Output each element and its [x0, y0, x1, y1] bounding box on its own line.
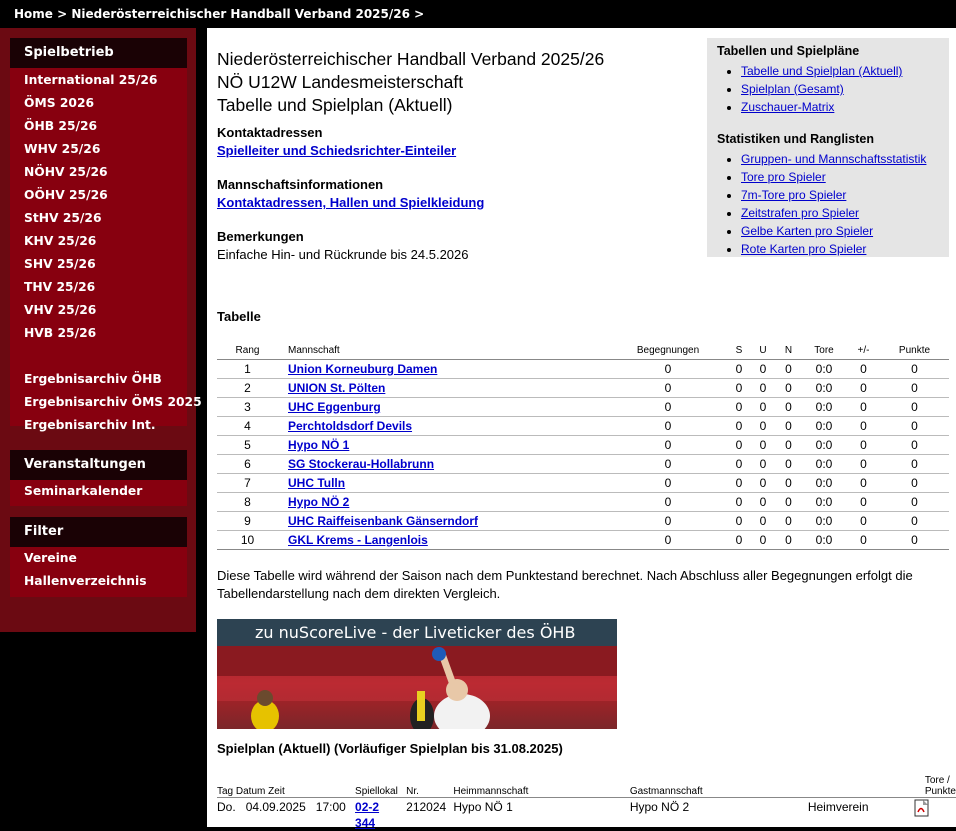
table-row — [217, 379, 949, 398]
list-item — [741, 150, 947, 168]
standings-title: Tabelle — [217, 309, 261, 324]
schedule-table — [217, 775, 956, 831]
list-item — [741, 98, 947, 116]
cell-diff: 0 — [847, 379, 880, 398]
cell-diff: 0 — [847, 417, 880, 436]
col-wins: S — [728, 341, 750, 360]
cell-u: 0 — [750, 379, 776, 398]
nuscorelive-banner[interactable] — [217, 619, 617, 729]
cell-goals: 0:0 — [801, 436, 847, 455]
cell-goals: 0:0 — [801, 493, 847, 512]
sidebar-item-nöhv-25-26[interactable]: NÖHV 25/26 — [10, 161, 187, 184]
table-row — [217, 512, 949, 531]
cell-rank: 9 — [217, 512, 278, 531]
cell-u: 0 — [750, 531, 776, 550]
cell-u: 0 — [750, 474, 776, 493]
col-result: Tore / Punkte — [808, 775, 956, 798]
col-points: Punkte — [880, 341, 949, 360]
cell-team — [278, 512, 608, 531]
cell-n: 0 — [776, 398, 801, 417]
table-row — [217, 455, 949, 474]
cell-diff: 0 — [847, 531, 880, 550]
table-row — [217, 531, 949, 550]
page-title-league: NÖ U12W Landesmeisterschaft — [217, 71, 687, 94]
handball-icon — [432, 647, 446, 661]
schedule-header-row — [217, 775, 956, 798]
col-venue: Spiellokal — [355, 775, 406, 798]
cell-s: 0 — [728, 379, 750, 398]
cell-n: 0 — [776, 531, 801, 550]
sidebar-item-hallenverzeichnis[interactable]: Hallenverzeichnis — [10, 570, 187, 593]
sidebar-items — [10, 68, 187, 437]
table-row — [217, 360, 949, 379]
sidebar-section-spielbetrieb — [10, 38, 187, 426]
sidebar-item-hvb-25-26[interactable]: HVB 25/26 — [10, 322, 187, 345]
team-link[interactable]: Hypo NÖ 2 — [288, 495, 349, 509]
cell-team — [278, 474, 608, 493]
cell-goals: 0:0 — [801, 531, 847, 550]
col-home: Heimmannschaft — [453, 775, 629, 798]
cell-points: 0 — [880, 436, 949, 455]
link-zeitstrafen[interactable]: Zeitstrafen pro Spieler — [741, 206, 859, 220]
cell-goals: 0:0 — [801, 398, 847, 417]
cell-points: 0 — [880, 455, 949, 474]
sidebar — [0, 28, 196, 632]
team-info-link[interactable]: Kontaktadressen, Hallen und Spielkleidung — [217, 195, 484, 210]
col-goals: Tore — [801, 341, 847, 360]
cell-n: 0 — [776, 474, 801, 493]
cell-diff: 0 — [847, 493, 880, 512]
cell-team — [278, 360, 608, 379]
cell-rank: 4 — [217, 417, 278, 436]
team-link[interactable]: Union Korneuburg Damen — [288, 362, 437, 376]
cell-goals: 0:0 — [801, 512, 847, 531]
cell-games: 0 — [608, 474, 728, 493]
contacts-label: Kontaktadressen — [217, 125, 322, 140]
link-tore-pro-spieler[interactable]: Tore pro Spieler — [741, 170, 826, 184]
page-title — [217, 48, 687, 117]
sidebar-item-archive-2[interactable]: Ergebnisarchiv Int. — [10, 414, 187, 437]
cell-team — [278, 379, 608, 398]
sidebar-item-archive-0[interactable]: Ergebnisarchiv ÖHB — [10, 368, 187, 391]
cell-diff: 0 — [847, 360, 880, 379]
schedule-title: Spielplan (Aktuell) (Vorläufiger Spielplan bis 31.08.2025) — [217, 741, 563, 756]
cell-rank: 10 — [217, 531, 278, 550]
tables-links-list — [727, 62, 947, 116]
table-row — [217, 474, 949, 493]
team-link[interactable]: Hypo NÖ 1 — [288, 438, 349, 452]
cell-n: 0 — [776, 493, 801, 512]
sidebar-item-seminarkalender[interactable]: Seminarkalender — [10, 480, 187, 503]
contacts-link[interactable]: Spielleiter und Schiedsrichter-Einteiler — [217, 143, 456, 158]
sidebar-item-sthv-25-26[interactable]: StHV 25/26 — [10, 207, 187, 230]
cell-rank: 1 — [217, 360, 278, 379]
cell-goals: 0:0 — [801, 379, 847, 398]
cell-n: 0 — [776, 360, 801, 379]
team-link[interactable]: Perchtoldsdorf Devils — [288, 419, 412, 433]
cell-team — [278, 398, 608, 417]
sidebar-item-öms-2026[interactable]: ÖMS 2026 — [10, 92, 187, 115]
sidebar-item-oöhv-25-26[interactable]: OÖHV 25/26 — [10, 184, 187, 207]
col-nr: Nr. — [406, 775, 453, 798]
list-item — [741, 204, 947, 222]
sidebar-item-vereine[interactable]: Vereine — [10, 547, 187, 570]
sidebar-heading-spielbetrieb: Spielbetrieb — [10, 38, 187, 68]
table-row — [217, 417, 949, 436]
col-away: Gastmannschaft — [630, 775, 808, 798]
col-datetime: Tag Datum Zeit — [217, 775, 355, 798]
match-time: 17:00 — [316, 800, 346, 814]
cell-s: 0 — [728, 512, 750, 531]
cell-points: 0 — [880, 360, 949, 379]
main-content — [207, 28, 956, 827]
match-home-team: Hypo NÖ 1 — [453, 798, 629, 831]
cell-rank: 6 — [217, 455, 278, 474]
stats-links-title: Statistiken und Ranglisten — [717, 132, 874, 146]
cell-games: 0 — [608, 398, 728, 417]
cell-u: 0 — [750, 398, 776, 417]
cell-games: 0 — [608, 512, 728, 531]
pdf-icon[interactable] — [913, 799, 931, 817]
cell-team — [278, 493, 608, 512]
cell-points: 0 — [880, 417, 949, 436]
col-games: Begegnungen — [608, 341, 728, 360]
cell-s: 0 — [728, 398, 750, 417]
cell-diff: 0 — [847, 455, 880, 474]
team-link[interactable]: SG Stockerau-Hollabrunn — [288, 457, 434, 471]
cell-s: 0 — [728, 531, 750, 550]
cell-n: 0 — [776, 512, 801, 531]
cell-n: 0 — [776, 379, 801, 398]
table-row — [217, 398, 949, 417]
standings-table — [217, 341, 949, 550]
link-7m-tore[interactable]: 7m-Tore pro Spieler — [741, 188, 846, 202]
match-report[interactable] — [899, 798, 956, 831]
links-box — [707, 38, 949, 257]
link-gruppenstatistik[interactable]: Gruppen- und Mannschaftsstatistik — [741, 152, 926, 166]
handball-player-photo — [217, 646, 617, 729]
cell-team — [278, 455, 608, 474]
team-info-label: Mannschaftsinformationen — [217, 177, 383, 192]
sidebar-item-thv-25-26[interactable]: THV 25/26 — [10, 276, 187, 299]
team-link[interactable]: UHC Eggenburg — [288, 400, 381, 414]
team-link[interactable]: UHC Tulln — [288, 476, 345, 490]
cell-diff: 0 — [847, 474, 880, 493]
team-link[interactable]: UHC Raiffeisenbank Gänserndorf — [288, 514, 478, 528]
match-day: Do. — [217, 800, 236, 814]
cell-points: 0 — [880, 512, 949, 531]
cell-u: 0 — [750, 493, 776, 512]
cell-u: 0 — [750, 417, 776, 436]
cell-s: 0 — [728, 436, 750, 455]
cell-n: 0 — [776, 455, 801, 474]
table-row — [217, 436, 949, 455]
match-number: 212024 — [406, 798, 453, 831]
sidebar-item-öhb-25-26[interactable]: ÖHB 25/26 — [10, 115, 187, 138]
cell-games: 0 — [608, 360, 728, 379]
banner-handball-photo[interactable] — [217, 646, 617, 729]
stats-links-list — [727, 150, 947, 258]
cell-goals: 0:0 — [801, 360, 847, 379]
cell-u: 0 — [750, 360, 776, 379]
cell-games: 0 — [608, 455, 728, 474]
cell-diff: 0 — [847, 436, 880, 455]
sidebar-section-filter — [10, 517, 187, 597]
sidebar-item-shv-25-26[interactable]: SHV 25/26 — [10, 253, 187, 276]
cell-team — [278, 436, 608, 455]
cell-rank: 5 — [217, 436, 278, 455]
cell-games: 0 — [608, 417, 728, 436]
cell-s: 0 — [728, 474, 750, 493]
list-item — [741, 222, 947, 240]
cell-s: 0 — [728, 493, 750, 512]
sidebar-heading-filter: Filter — [10, 517, 187, 547]
link-gelbe-karten[interactable]: Gelbe Karten pro Spieler — [741, 224, 873, 238]
cell-rank: 7 — [217, 474, 278, 493]
sidebar-section-veranstaltungen — [10, 450, 187, 506]
cell-diff: 0 — [847, 512, 880, 531]
cell-goals: 0:0 — [801, 474, 847, 493]
sidebar-heading-veranstaltungen: Veranstaltungen — [10, 450, 187, 480]
cell-games: 0 — [608, 379, 728, 398]
cell-points: 0 — [880, 531, 949, 550]
cell-points: 0 — [880, 398, 949, 417]
page-title-view: Tabelle und Spielplan (Aktuell) — [217, 94, 687, 117]
cell-diff: 0 — [847, 398, 880, 417]
standings-header-row — [217, 341, 949, 360]
table-row — [217, 493, 949, 512]
cell-games: 0 — [608, 436, 728, 455]
cell-games: 0 — [608, 493, 728, 512]
cell-points: 0 — [880, 379, 949, 398]
list-item — [741, 80, 947, 98]
team-link[interactable]: GKL Krems - Langenlois — [288, 533, 428, 547]
sidebar-item-archive-1[interactable]: Ergebnisarchiv ÖMS 2025 — [10, 391, 187, 414]
remarks-text: Einfache Hin- und Rückrunde bis 24.5.2026 — [217, 247, 469, 262]
list-item — [741, 168, 947, 186]
link-spielplan-gesamt[interactable]: Spielplan (Gesamt) — [741, 82, 844, 96]
tables-links-title: Tabellen und Spielpläne — [717, 44, 859, 58]
cell-rank: 3 — [217, 398, 278, 417]
col-rank: Rang — [217, 341, 278, 360]
match-result: Heimverein — [808, 798, 899, 831]
remarks-label: Bemerkungen — [217, 229, 304, 244]
cell-s: 0 — [728, 417, 750, 436]
banner-text[interactable]: zu nuScoreLive - der Liveticker des ÖHB — [217, 619, 617, 646]
col-losses: N — [776, 341, 801, 360]
col-team: Mannschaft — [278, 341, 608, 360]
cell-u: 0 — [750, 455, 776, 474]
list-item — [741, 62, 947, 80]
link-rote-karten[interactable]: Rote Karten pro Spieler — [741, 242, 866, 256]
breadcrumb-text[interactable]: Home > Niederösterreichischer Handball Verband 2025/26 > — [14, 7, 424, 21]
match-date: 04.09.2025 — [246, 800, 306, 814]
sidebar-spacer — [10, 345, 187, 368]
match-datetime — [217, 798, 355, 831]
sidebar-item-whv-25-26[interactable]: WHV 25/26 — [10, 138, 187, 161]
cell-n: 0 — [776, 417, 801, 436]
col-draws: U — [750, 341, 776, 360]
standings-body — [217, 360, 949, 550]
cell-goals: 0:0 — [801, 455, 847, 474]
page-title-federation: Niederösterreichischer Handball Verband 2025/26 — [217, 48, 687, 71]
cell-goals: 0:0 — [801, 417, 847, 436]
cell-rank: 2 — [217, 379, 278, 398]
cell-team — [278, 531, 608, 550]
link-tabelle-aktuell[interactable]: Tabelle und Spielplan (Aktuell) — [741, 64, 902, 78]
cell-team — [278, 417, 608, 436]
match-venue-link[interactable]: 02-2344 — [355, 799, 385, 831]
col-diff: +/- — [847, 341, 880, 360]
schedule-row — [217, 798, 956, 831]
cell-s: 0 — [728, 455, 750, 474]
sidebar-item-khv-25-26[interactable]: KHV 25/26 — [10, 230, 187, 253]
list-item — [741, 186, 947, 204]
cell-n: 0 — [776, 436, 801, 455]
cell-points: 0 — [880, 474, 949, 493]
team-link[interactable]: UNION St. Pölten — [288, 381, 385, 395]
cell-u: 0 — [750, 436, 776, 455]
cell-points: 0 — [880, 493, 949, 512]
list-item — [741, 240, 947, 258]
sidebar-item-international-25-26[interactable]: International 25/26 — [10, 69, 187, 92]
breadcrumb — [0, 0, 956, 28]
cell-s: 0 — [728, 360, 750, 379]
cell-rank: 8 — [217, 493, 278, 512]
match-away-team: Hypo NÖ 2 — [630, 798, 808, 831]
link-zuschauer-matrix[interactable]: Zuschauer-Matrix — [741, 100, 834, 114]
table-note: Diese Tabelle wird während der Saison nach dem Punktestand berechnet. Nach Abschluss aller Begegnungen erfolgt die Tabellendarstellung nach dem direkten Vergleich. — [217, 567, 937, 603]
cell-u: 0 — [750, 512, 776, 531]
cell-games: 0 — [608, 531, 728, 550]
sidebar-item-vhv-25-26[interactable]: VHV 25/26 — [10, 299, 187, 322]
